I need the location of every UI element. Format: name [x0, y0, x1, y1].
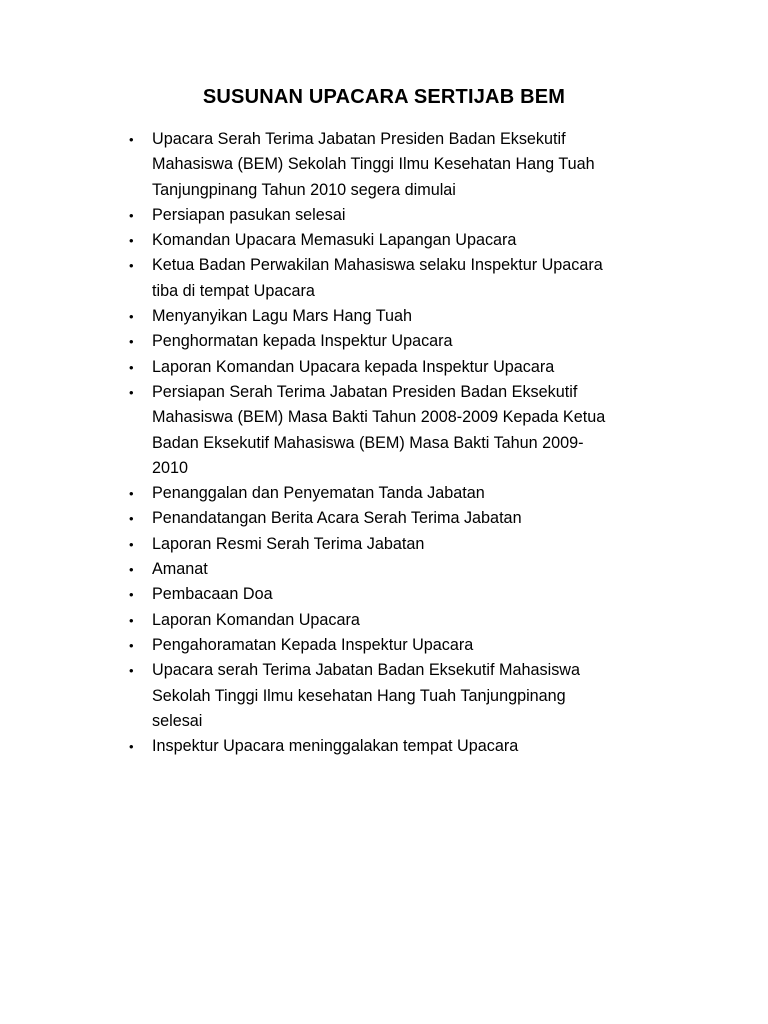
document-title: SUSUNAN UPACARA SERTIJAB BEM	[202, 86, 566, 108]
list-item-line: selesai	[152, 711, 203, 730]
bullet-icon: •	[129, 536, 134, 552]
list-item	[129, 228, 659, 253]
list-item-line: Laporan Komandan Upacara kepada Inspektur Upacara	[152, 357, 555, 376]
bullet-icon: •	[129, 207, 134, 223]
list-item	[129, 734, 659, 759]
list-item	[129, 304, 659, 329]
list-item	[129, 658, 659, 734]
list-item-line: Sekolah Tinggi Ilmu kesehatan Hang Tuah Tanjungpinang	[152, 686, 566, 705]
bullet-icon: •	[129, 637, 134, 653]
list-item-line: Laporan Komandan Upacara	[152, 610, 360, 629]
list-item-line: 2010	[152, 458, 189, 477]
list-item-line: Menyanyikan Lagu Mars Hang Tuah	[152, 307, 413, 326]
list-item-line: Pengahoramatan Kepada Inspektur Upacara	[152, 635, 474, 654]
bullet-icon: •	[129, 739, 134, 755]
list-item-line: tiba di tempat Upacara	[152, 281, 315, 300]
list-item	[129, 633, 659, 658]
bullet-icon: •	[129, 663, 134, 679]
bullet-icon: •	[129, 132, 134, 147]
bullet-icon: •	[129, 384, 134, 400]
list-item	[129, 127, 659, 203]
bullet-icon: •	[129, 233, 134, 249]
list-item-line: Amanat	[152, 560, 208, 579]
list-item	[129, 506, 659, 531]
bullet-icon: •	[129, 587, 134, 603]
list-item	[129, 203, 659, 228]
list-item-line: Upacara serah Terima Jabatan Badan Eksekutif Mahasiswa	[152, 661, 580, 680]
bullet-icon: •	[129, 511, 134, 527]
list-item-line: Tanjungpinang Tahun 2010 segera dimulai	[152, 180, 456, 199]
list-item-line: Persiapan pasukan selesai	[152, 205, 346, 224]
list-item-line: Persiapan Serah Terima Jabatan Presiden Badan Eksekutif	[152, 382, 578, 401]
list-item-line: Upacara Serah Terima Jabatan Presiden Badan Eksekutif	[152, 130, 566, 148]
list-item	[129, 329, 659, 354]
bullet-icon: •	[129, 612, 134, 628]
agenda-list	[129, 127, 659, 759]
list-item-line: Penanggalan dan Penyematan Tanda Jabatan	[152, 484, 485, 503]
list-item-line: Mahasiswa (BEM) Masa Bakti Tahun 2008-2009 Kepada Ketua	[152, 408, 606, 427]
list-item-line: Penandatangan Berita Acara Serah Terima Jabatan	[152, 509, 522, 528]
list-item	[129, 355, 659, 380]
list-item-line: Laporan Resmi Serah Terima Jabatan	[152, 534, 425, 553]
list-item-line: Mahasiswa (BEM) Sekolah Tinggi Ilmu Kesehatan Hang Tuah	[152, 155, 595, 174]
list-item	[129, 532, 659, 557]
list-item	[129, 253, 659, 304]
list-item	[129, 481, 659, 506]
bullet-icon: •	[129, 562, 134, 578]
bullet-icon: •	[129, 486, 134, 502]
bullet-icon: •	[129, 334, 134, 350]
list-item	[129, 582, 659, 607]
list-item-line: Komandan Upacara Memasuki Lapangan Upacara	[152, 231, 517, 250]
list-item	[129, 557, 659, 582]
bullet-icon: •	[129, 309, 134, 325]
list-item-line: Inspektur Upacara meninggalakan tempat Upacara	[152, 737, 519, 756]
list-item-line: Ketua Badan Perwakilan Mahasiswa selaku Inspektur Upacara	[152, 256, 603, 275]
list-item-line: Pembacaan Doa	[152, 585, 273, 604]
list-item-line: Badan Eksekutif Mahasiswa (BEM) Masa Bakti Tahun 2009-	[152, 433, 584, 452]
bullet-icon: •	[129, 359, 134, 375]
bullet-icon: •	[129, 258, 134, 274]
list-item	[129, 608, 659, 633]
list-item	[129, 380, 659, 481]
list-item-line: Penghormatan kepada Inspektur Upacara	[152, 332, 453, 351]
